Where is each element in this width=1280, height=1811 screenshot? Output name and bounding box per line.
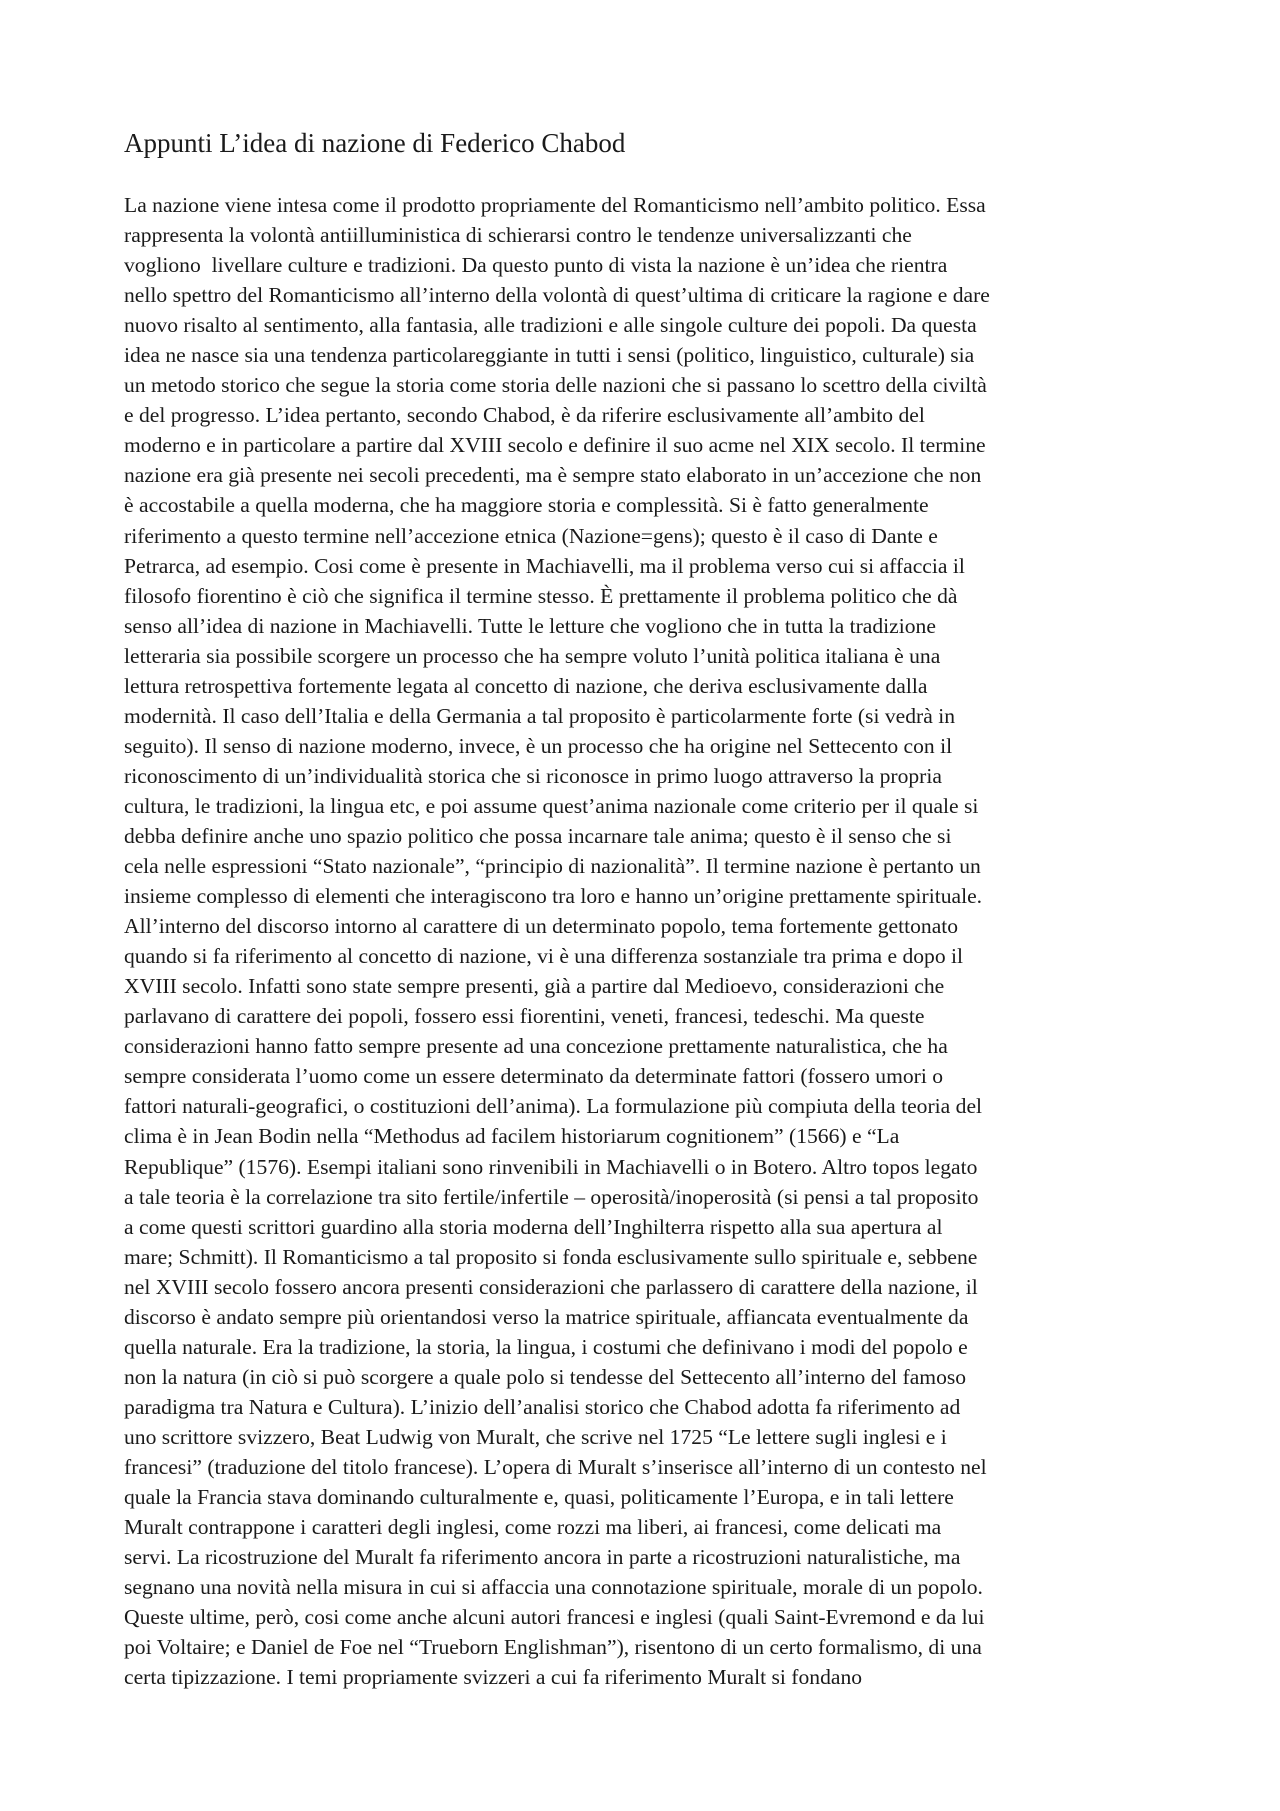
body-line: seguito). Il senso di nazione moderno, invece, è un processo che ha origine nel Settecento con il	[124, 733, 953, 758]
body-line: poi Voltaire; e Daniel de Foe nel “Trueborn Englishman”), risentono di un certo formalismo, di una	[124, 1635, 982, 1660]
body-line: idea ne nasce sia una tendenza particolareggiante in tutti i sensi (politico, linguistico, culturale) sia	[124, 343, 975, 368]
body-line: All’interno del discorso intorno al carattere di un determinato popolo, tema fortemente gettonato	[124, 914, 959, 939]
body-line: senso all’idea di nazione in Machiavelli. Tutte le letture che vogliono che in tutta la tradizione	[124, 613, 936, 638]
body-line: certa tipizzazione. I temi propriamente svizzeri a cui fa riferimento Muralt si fondano	[124, 1665, 863, 1690]
document-title: Appunti L’idea di nazione di Federico Chabod	[124, 128, 626, 158]
body-line: è accostabile a quella moderna, che ha maggiore storia e complessità. Si è fatto generalmente	[124, 493, 929, 518]
body-line: XVIII secolo. Infatti sono state sempre presenti, già a partire dal Medioevo, considerazioni che	[124, 974, 945, 999]
body-line: Muralt contrappone i caratteri degli inglesi, come rozzi ma liberi, ai francesi, come delicati ma	[124, 1515, 942, 1540]
body-line: rappresenta la volontà antiilluministica di schierarsi contro le tendenze universalizzanti che	[124, 223, 912, 248]
body-line: parlavano di carattere dei popoli, fossero essi fiorentini, veneti, francesi, tedeschi. Ma queste	[124, 1004, 925, 1029]
body-line: non la natura (in ciò si può scorgere a quale polo si tendesse del Settecento all’interno del famoso	[124, 1364, 967, 1389]
body-line: lettura retrospettiva fortemente legata al concetto di nazione, che deriva esclusivamente dalla	[124, 673, 928, 698]
body-line: nel XVIII secolo fossero ancora presenti considerazioni che parlassero di carattere della nazione, il	[124, 1274, 978, 1299]
body-line: quella naturale. Era la tradizione, la storia, la lingua, i costumi che definivano i modi del popolo e	[124, 1334, 968, 1359]
body-line: clima è in Jean Bodin nella “Methodus ad facilem historiarum cognitionem” (1566) e “La	[124, 1124, 900, 1149]
body-line: cultura, le tradizioni, la lingua etc, e poi assume quest’anima nazionale come criterio per il quale si	[124, 793, 979, 818]
body-line: letteraria sia possibile scorgere un processo che ha sempre voluto l’unità politica italiana è una	[124, 643, 941, 668]
body-line: nello spettro del Romanticismo all’interno della volontà di quest’ultima di criticare la ragione e dare	[124, 283, 990, 308]
body-line: a tale teoria è la correlazione tra sito fertile/infertile – operosità/inoperosità (si pensi a tal proposito	[124, 1184, 979, 1209]
body-line: moderno e in particolare a partire dal XVIII secolo e definire il suo acme nel XIX secolo. Il termine	[124, 433, 986, 458]
body-line: insieme complesso di elementi che interagiscono tra loro e hanno un’origine prettamente spirituale.	[124, 884, 983, 909]
body-line: considerazioni hanno fatto sempre presente ad una concezione prettamente naturalistica, che ha	[124, 1034, 948, 1059]
body-line: riferimento a questo termine nell’accezione etnica (Nazione=gens); questo è il caso di Dante e	[124, 523, 938, 548]
body-line: uno scrittore svizzero, Beat Ludwig von Muralt, che scrive nel 1725 “Le lettere sugli inglesi e i	[124, 1424, 947, 1449]
body-line: cela nelle espressioni “Stato nazionale”, “principio di nazionalità”. Il termine nazione è pertanto un	[124, 854, 981, 879]
body-line: francesi” (traduzione del titolo francese). L’opera di Muralt s’inserisce all’interno di un contesto nel	[124, 1454, 987, 1479]
body-line: nuovo risalto al sentimento, alla fantasia, alle tradizioni e alle singole culture dei popoli. Da questa	[124, 313, 977, 338]
body-line: Petrarca, ad esempio. Cosi come è presente in Machiavelli, ma il problema verso cui si affaccia il	[124, 553, 965, 578]
body-line: filosofo fiorentino è ciò che significa il termine stesso. È prettamente il problema politico che dà	[124, 583, 958, 608]
body-line: sempre considerata l’uomo come un essere determinato da determinate fattori (fossero umori o	[124, 1064, 944, 1089]
body-line: discorso è andato sempre più orientandosi verso la matrice spirituale, affiancata eventualmente da	[124, 1304, 969, 1329]
body-line: un metodo storico che segue la storia come storia delle nazioni che si passano lo scettro della civiltà	[124, 373, 987, 398]
body-line: Republique” (1576). Esempi italiani sono rinvenibili in Machiavelli o in Botero. Altro topos legato	[124, 1154, 978, 1179]
body-line: debba definire anche uno spazio politico che possa incarnare tale anima; questo è il senso che si	[124, 823, 952, 848]
body-line: fattori naturali-geografici, o costituzioni dell’anima). La formulazione più compiuta della teoria del	[124, 1094, 983, 1119]
body-line: mare; Schmitt). Il Romanticismo a tal proposito si fonda esclusivamente sullo spirituale e, sebbene	[124, 1244, 978, 1269]
body-line: nazione era già presente nei secoli precedenti, ma è sempre stato elaborato in un’accezione che non	[124, 463, 982, 488]
body-line: riconoscimento di un’individualità storica che si riconosce in primo luogo attraverso la propria	[124, 763, 942, 788]
body-line: servi. La ricostruzione del Muralt fa riferimento ancora in parte a ricostruzioni naturalistiche, ma	[124, 1545, 961, 1570]
document-body	[124, 190, 1184, 1692]
body-line: e del progresso. L’idea pertanto, secondo Chabod, è da riferire esclusivamente all’ambito del	[124, 403, 925, 428]
body-line: Queste ultime, però, cosi come anche alcuni autori francesi e inglesi (quali Saint-Evremond e da lui	[124, 1605, 985, 1630]
body-line: a come questi scrittori guardino alla storia moderna dell’Inghilterra rispetto alla sua apertura al	[124, 1214, 943, 1239]
body-line: La nazione viene intesa come il prodotto propriamente del Romanticismo nell’ambito politico. Essa	[124, 193, 986, 217]
body-line: quale la Francia stava dominando culturalmente e, quasi, politicamente l’Europa, e in tali lettere	[124, 1485, 954, 1510]
body-line: modernità. Il caso dell’Italia e della Germania a tal proposito è particolarmente forte (si vedrà in	[124, 703, 956, 728]
body-line: paradigma tra Natura e Cultura). L’inizio dell’analisi storico che Chabod adotta fa riferimento ad	[124, 1394, 961, 1419]
body-line: vogliono livellare culture e tradizioni. Da questo punto di vista la nazione è un’idea che rientra	[124, 253, 948, 278]
body-line: segnano una novità nella misura in cui si affaccia una connotazione spirituale, morale di un popolo.	[124, 1575, 983, 1600]
body-line: quando si fa riferimento al concetto di nazione, vi è una differenza sostanziale tra prima e dopo il	[124, 944, 964, 969]
